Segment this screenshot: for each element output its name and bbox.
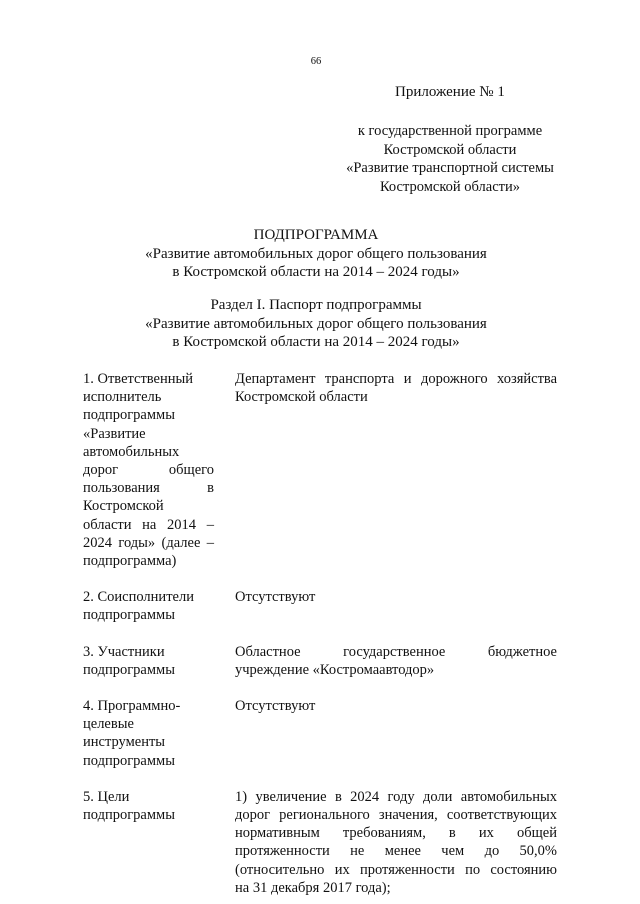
subprogram-title [0,226,632,282]
label-line: «Развитие [83,425,146,442]
label-line: 4. Программно- [83,698,181,715]
passport-row-value [235,588,557,624]
value-line: Костромской области [235,389,368,406]
subprogram-title-line: ПОДПРОГРАММА [253,227,379,243]
section-title [0,296,632,352]
label-line: 5. Цели [83,788,130,805]
label-line: 2. Соисполнители [83,589,194,606]
value-line: Отсутствуют [235,589,316,606]
passport-row-value [235,370,557,570]
passport-row [83,588,557,624]
value-line: Областное государственное бюджетное [235,643,557,660]
label-line: подпрограммы [83,661,175,678]
value-line: 1) увеличение в 2024 году доли автомобильных [235,788,557,805]
passport-row-value [235,643,557,679]
section-title-line: «Развитие автомобильных дорог общего пользования [145,315,487,332]
label-line: пользования в [83,480,214,497]
label-line: 2024 годы» (далее – [83,534,214,551]
passport-row-value [235,788,557,897]
passport-row-label [83,370,214,570]
page-number: 66 [310,56,322,67]
label-line: Костромской [83,498,164,515]
section-title-line: Раздел I. Паспорт подпрограммы [210,297,422,313]
passport-row-label [83,588,214,624]
appendix-reference-line: Костромской области» [379,178,520,195]
passport-table [83,370,557,897]
label-line: дорог общего [83,462,214,479]
value-line: учреждение «Костромаавтодор» [235,661,435,678]
appendix-reference-line: Костромской области [383,141,517,158]
value-line: дорог регионального значения, соответствующих [235,807,557,824]
subprogram-title-line: «Развитие автомобильных дорог общего пользования [145,245,487,262]
value-line: Отсутствуют [235,698,316,715]
label-line: подпрограммы [83,752,175,769]
label-line: исполнитель [83,389,162,406]
passport-row-label [83,643,214,679]
label-line: 3. Участники [83,643,165,660]
passport-row [83,643,557,679]
value-line: (относительно их протяженности по состоянию [235,861,557,878]
section-title-line: в Костромской области на 2014 – 2024 годы» [172,334,460,350]
label-line: целевые [83,716,134,733]
label-line: подпрограммы [83,407,175,424]
appendix-reference [330,122,570,196]
label-line: области на 2014 – [83,516,214,533]
appendix-reference-line: к государственной программе [357,123,543,139]
passport-row [83,370,557,570]
appendix-title: Приложение № 1 [395,84,505,100]
value-line: нормативным требованиям, в их общей [235,825,557,842]
label-line: автомобильных [83,443,180,460]
label-line: подпрограмма) [83,553,177,570]
appendix-reference-line: «Развитие транспортной системы [346,160,554,176]
passport-row-label [83,697,214,770]
label-line: инструменты [83,734,166,751]
passport-row-label [83,788,214,897]
label-line: подпрограммы [83,807,175,824]
value-line: на 31 декабря 2017 года); [235,879,391,896]
value-line: Департамент транспорта и дорожного хозяйства [235,371,557,387]
passport-row [83,697,557,770]
label-line: 1. Ответственный [83,371,194,387]
passport-row [83,788,557,897]
subprogram-title-line: в Костромской области на 2014 – 2024 годы» [172,264,460,280]
value-line: протяженности не менее чем до 50,0% [235,843,557,860]
label-line: подпрограммы [83,607,175,624]
passport-row-value [235,697,557,770]
